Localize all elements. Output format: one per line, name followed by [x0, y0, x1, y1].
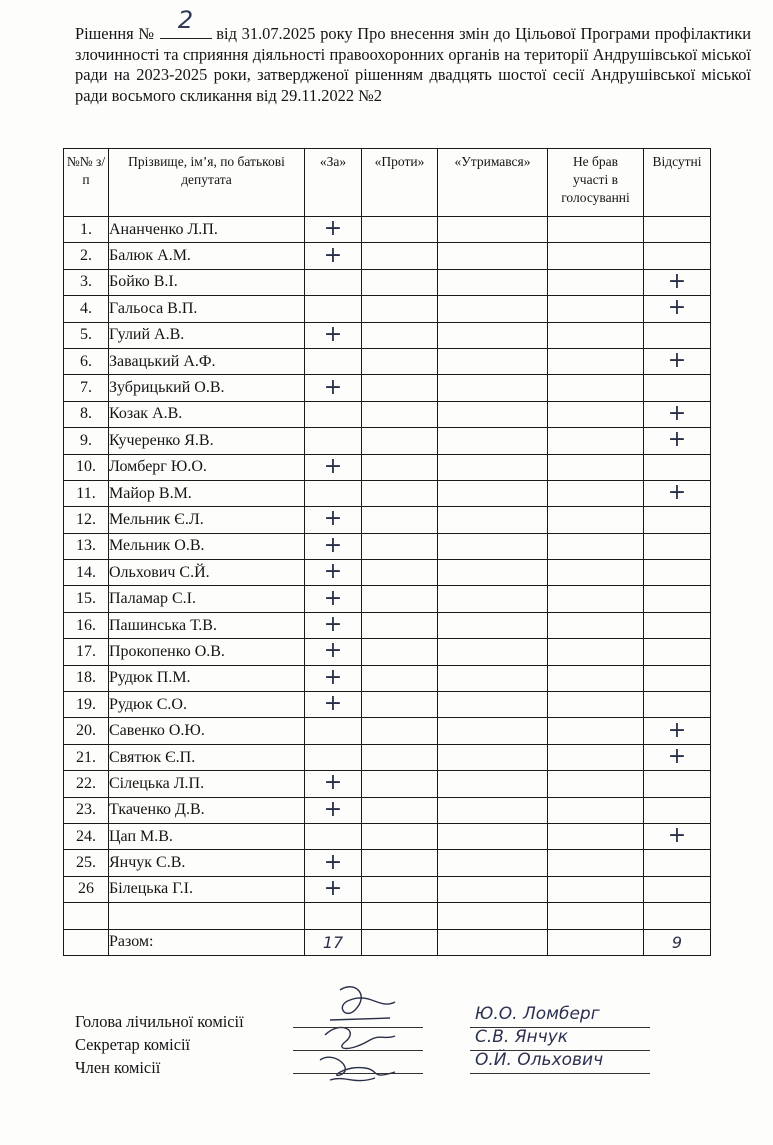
vote-for-mark — [305, 243, 362, 269]
table-row — [64, 771, 711, 797]
deputy-name: Рудюк П.М. — [109, 665, 305, 691]
vote-for-mark — [305, 375, 362, 401]
vote-against-mark — [362, 665, 438, 691]
row-number: 14. — [64, 560, 109, 586]
vote-for-mark — [305, 454, 362, 480]
header-against: «Проти» — [362, 149, 438, 217]
vote-not-voted-mark — [548, 454, 644, 480]
table-row — [64, 428, 711, 454]
table-row — [64, 586, 711, 612]
vote-not-voted-mark — [548, 586, 644, 612]
deputy-name: Прокопенко О.В. — [109, 639, 305, 665]
vote-for-mark — [305, 639, 362, 665]
vote-not-voted-mark — [548, 428, 644, 454]
vote-for-mark — [305, 322, 362, 348]
vote-for-mark — [305, 744, 362, 770]
plus-mark: + — [323, 875, 343, 901]
vote-not-voted-mark — [548, 612, 644, 638]
deputy-name: Савенко О.Ю. — [109, 718, 305, 744]
plus-mark: + — [323, 506, 343, 532]
plus-mark: + — [323, 532, 343, 558]
vote-for-mark — [305, 876, 362, 902]
vote-abstain-mark — [438, 771, 548, 797]
deputy-name: Балюк А.М. — [109, 243, 305, 269]
vote-for-mark — [305, 612, 362, 638]
vote-for-mark — [305, 692, 362, 718]
plus-mark: + — [323, 242, 343, 268]
row-number: 12. — [64, 507, 109, 533]
deputy-name: Сілецька Л.П. — [109, 771, 305, 797]
absent-mark — [644, 533, 711, 559]
vote-against-mark — [362, 217, 438, 243]
deputy-name: Пашинська Т.В. — [109, 612, 305, 638]
deputy-name: Ломберг Ю.О. — [109, 454, 305, 480]
plus-mark: + — [667, 823, 687, 849]
table-row — [64, 454, 711, 480]
deputy-name: Янчук С.В. — [109, 850, 305, 876]
row-number: 13. — [64, 533, 109, 559]
vote-for-mark — [305, 480, 362, 506]
total-label: Разом: — [109, 929, 305, 955]
plus-mark: + — [323, 849, 343, 875]
vote-not-voted-mark — [548, 797, 644, 823]
decision-number: 2 — [160, 22, 212, 39]
absent-mark — [644, 797, 711, 823]
absent-mark — [644, 823, 711, 849]
absent-mark — [644, 375, 711, 401]
absent-mark — [644, 243, 711, 269]
row-number: 20. — [64, 718, 109, 744]
plus-mark: + — [667, 268, 687, 294]
absent-mark — [644, 639, 711, 665]
vote-for-mark — [305, 533, 362, 559]
vote-abstain-mark — [438, 348, 548, 374]
row-number: 10. — [64, 454, 109, 480]
table-row — [64, 639, 711, 665]
vote-against-mark — [362, 507, 438, 533]
vote-abstain-mark — [438, 296, 548, 322]
row-number: 2. — [64, 243, 109, 269]
absent-mark — [644, 744, 711, 770]
chair-label: Голова лічильної комісії — [75, 1012, 244, 1031]
handwritten-signatures — [300, 980, 420, 1100]
vote-for-mark — [305, 507, 362, 533]
vote-not-voted-mark — [548, 507, 644, 533]
vote-for-mark — [305, 718, 362, 744]
total-for: 17 — [305, 929, 362, 955]
deputy-name: Кучеренко Я.В. — [109, 428, 305, 454]
row-number: 22. — [64, 771, 109, 797]
plus-mark: + — [323, 321, 343, 347]
vote-for-mark — [305, 401, 362, 427]
vote-against-mark — [362, 322, 438, 348]
row-number: 3. — [64, 269, 109, 295]
header-abstain: «Утримався» — [438, 149, 548, 217]
total-absent: 9 — [644, 929, 711, 955]
vote-not-voted-mark — [548, 771, 644, 797]
header-not-voted: Не брав участі в голосуванні — [548, 149, 644, 217]
absent-mark — [644, 428, 711, 454]
vote-abstain-mark — [438, 560, 548, 586]
vote-against-mark — [362, 850, 438, 876]
blank-row — [64, 903, 711, 929]
vote-for-mark — [305, 560, 362, 586]
vote-not-voted-mark — [548, 322, 644, 348]
vote-abstain-mark — [438, 507, 548, 533]
row-number: 6. — [64, 348, 109, 374]
table-row — [64, 507, 711, 533]
heading-text: від 31.07.2025 року Про внесення змін до Цільової Програми профілактики злочинності та сприяння діяльності правоохоронних органів на території Андрушівської міської ради на 2023-2025 роки, затвердженої рішенням двадцять шостої сесії Андрушівської міської ради восьмого скликання від 29.11.2022 №2 — [75, 24, 751, 105]
vote-abstain-mark — [438, 876, 548, 902]
vote-not-voted-mark — [548, 269, 644, 295]
vote-abstain-mark — [438, 797, 548, 823]
vote-abstain-mark — [438, 401, 548, 427]
plus-mark: + — [323, 559, 343, 585]
vote-abstain-mark — [438, 322, 548, 348]
plus-mark: + — [323, 664, 343, 690]
absent-mark — [644, 665, 711, 691]
vote-for-mark — [305, 217, 362, 243]
deputy-name: Паламар С.І. — [109, 586, 305, 612]
vote-abstain-mark — [438, 665, 548, 691]
row-number: 8. — [64, 401, 109, 427]
vote-abstain-mark — [438, 533, 548, 559]
vote-for-mark — [305, 771, 362, 797]
vote-against-mark — [362, 454, 438, 480]
plus-mark: + — [667, 348, 687, 374]
vote-not-voted-mark — [548, 718, 644, 744]
row-number: 16. — [64, 612, 109, 638]
vote-not-voted-mark — [548, 375, 644, 401]
vote-against-mark — [362, 744, 438, 770]
vote-against-mark — [362, 718, 438, 744]
plus-mark: + — [667, 744, 687, 769]
row-number: 15. — [64, 586, 109, 612]
secretary-label: Секретар комісії — [75, 1035, 191, 1054]
absent-mark — [644, 850, 711, 876]
table-row — [64, 243, 711, 269]
vote-abstain-mark — [438, 586, 548, 612]
absent-mark — [644, 507, 711, 533]
deputy-name: Бойко В.І. — [109, 269, 305, 295]
vote-against-mark — [362, 243, 438, 269]
vote-against-mark — [362, 348, 438, 374]
vote-against-mark — [362, 823, 438, 849]
row-number: 18. — [64, 665, 109, 691]
vote-against-mark — [362, 612, 438, 638]
header-for: «За» — [305, 149, 362, 217]
absent-mark — [644, 718, 711, 744]
absent-mark — [644, 322, 711, 348]
vote-against-mark — [362, 375, 438, 401]
absent-mark — [644, 296, 711, 322]
vote-for-mark — [305, 823, 362, 849]
deputy-name: Білецька Г.І. — [109, 876, 305, 902]
table-row — [64, 480, 711, 506]
deputy-name: Ананченко Л.П. — [109, 217, 305, 243]
deputy-name: Мельник О.В. — [109, 533, 305, 559]
vote-for-mark — [305, 428, 362, 454]
deputy-name: Козак А.В. — [109, 401, 305, 427]
vote-abstain-mark — [438, 823, 548, 849]
plus-mark: + — [323, 216, 343, 242]
absent-mark — [644, 876, 711, 902]
row-number: 4. — [64, 296, 109, 322]
vote-abstain-mark — [438, 480, 548, 506]
table-row — [64, 744, 711, 770]
table-row — [64, 612, 711, 638]
table-row — [64, 217, 711, 243]
row-number: 9. — [64, 428, 109, 454]
absent-mark — [644, 454, 711, 480]
row-number: 17. — [64, 639, 109, 665]
row-number: 19. — [64, 692, 109, 718]
deputy-name: Ольхович С.Й. — [109, 560, 305, 586]
deputy-name: Майор В.М. — [109, 480, 305, 506]
absent-mark — [644, 586, 711, 612]
vote-abstain-mark — [438, 850, 548, 876]
row-number: 26 — [64, 876, 109, 902]
vote-against-mark — [362, 876, 438, 902]
plus-mark: + — [667, 480, 687, 506]
decision-heading — [75, 6, 751, 106]
total-row — [64, 929, 711, 955]
vote-abstain-mark — [438, 612, 548, 638]
member-handwritten-name: О.Й. Ольхович — [475, 1050, 604, 1070]
deputy-name: Гулий А.В. — [109, 322, 305, 348]
deputy-name: Гальоса В.П. — [109, 296, 305, 322]
vote-against-mark — [362, 296, 438, 322]
table-row — [64, 797, 711, 823]
vote-not-voted-mark — [548, 823, 644, 849]
vote-not-voted-mark — [548, 876, 644, 902]
vote-against-mark — [362, 480, 438, 506]
vote-not-voted-mark — [548, 692, 644, 718]
absent-mark — [644, 480, 711, 506]
absent-mark — [644, 269, 711, 295]
absent-mark — [644, 692, 711, 718]
vote-not-voted-mark — [548, 296, 644, 322]
vote-not-voted-mark — [548, 850, 644, 876]
vote-abstain-mark — [438, 692, 548, 718]
vote-against-mark — [362, 560, 438, 586]
vote-against-mark — [362, 692, 438, 718]
row-number: 24. — [64, 823, 109, 849]
table-row — [64, 718, 711, 744]
header-name: Прізвище, ім’я, по батькові депутата — [109, 149, 305, 217]
vote-not-voted-mark — [548, 401, 644, 427]
table-row — [64, 269, 711, 295]
vote-against-mark — [362, 586, 438, 612]
row-number: 5. — [64, 322, 109, 348]
table-row — [64, 876, 711, 902]
vote-abstain-mark — [438, 639, 548, 665]
absent-mark — [644, 217, 711, 243]
plus-mark: + — [667, 295, 687, 321]
absent-mark — [644, 612, 711, 638]
vote-for-mark — [305, 296, 362, 322]
table-row — [64, 850, 711, 876]
vote-against-mark — [362, 771, 438, 797]
vote-not-voted-mark — [548, 744, 644, 770]
vote-for-mark — [305, 850, 362, 876]
row-number: 7. — [64, 375, 109, 401]
vote-against-mark — [362, 401, 438, 427]
chair-handwritten-name: Ю.О. Ломберг — [475, 1004, 600, 1024]
vote-abstain-mark — [438, 217, 548, 243]
absent-mark — [644, 401, 711, 427]
header-absent: Відсутні — [644, 149, 711, 217]
row-number: 11. — [64, 480, 109, 506]
vote-not-voted-mark — [548, 480, 644, 506]
deputy-name: Святюк Є.П. — [109, 744, 305, 770]
vote-against-mark — [362, 428, 438, 454]
deputy-name: Ткаченко Д.В. — [109, 797, 305, 823]
deputy-name: Рудюк С.О. — [109, 692, 305, 718]
absent-mark — [644, 560, 711, 586]
vote-for-mark — [305, 586, 362, 612]
absent-mark — [644, 348, 711, 374]
signature-block — [75, 1010, 244, 1079]
vote-for-mark — [305, 665, 362, 691]
vote-not-voted-mark — [548, 560, 644, 586]
vote-not-voted-mark — [548, 639, 644, 665]
table-row — [64, 533, 711, 559]
table-row — [64, 665, 711, 691]
plus-mark: + — [323, 612, 343, 638]
vote-abstain-mark — [438, 718, 548, 744]
vote-against-mark — [362, 533, 438, 559]
vote-for-mark — [305, 269, 362, 295]
deputy-name: Цап М.В. — [109, 823, 305, 849]
plus-mark: + — [667, 427, 687, 453]
table-row — [64, 560, 711, 586]
plus-mark: + — [323, 453, 343, 479]
row-number: 25. — [64, 850, 109, 876]
deputy-name: Зубрицький О.В. — [109, 375, 305, 401]
vote-abstain-mark — [438, 243, 548, 269]
vote-abstain-mark — [438, 454, 548, 480]
heading-prefix: Рішення № — [75, 24, 155, 43]
vote-against-mark — [362, 639, 438, 665]
vote-abstain-mark — [438, 428, 548, 454]
plus-mark: + — [323, 691, 343, 717]
vote-abstain-mark — [438, 269, 548, 295]
deputy-name: Мельник Є.Л. — [109, 507, 305, 533]
vote-not-voted-mark — [548, 348, 644, 374]
vote-against-mark — [362, 269, 438, 295]
vote-not-voted-mark — [548, 217, 644, 243]
plus-mark: + — [323, 638, 343, 664]
vote-not-voted-mark — [548, 533, 644, 559]
header-num: №№ з/п — [64, 149, 109, 217]
vote-for-mark — [305, 797, 362, 823]
table-row — [64, 823, 711, 849]
plus-mark: + — [667, 717, 687, 743]
member-label: Член комісії — [75, 1058, 161, 1077]
vote-abstain-mark — [438, 744, 548, 770]
plus-mark: + — [323, 770, 343, 796]
vote-not-voted-mark — [548, 243, 644, 269]
vote-abstain-mark — [438, 375, 548, 401]
row-number: 21. — [64, 744, 109, 770]
deputy-name: Завацький А.Ф. — [109, 348, 305, 374]
row-number: 1. — [64, 217, 109, 243]
table-row — [64, 348, 711, 374]
plus-mark: + — [323, 585, 343, 611]
table-row — [64, 322, 711, 348]
table-row — [64, 296, 711, 322]
vote-for-mark — [305, 348, 362, 374]
vote-not-voted-mark — [548, 665, 644, 691]
table-row — [64, 401, 711, 427]
plus-mark: + — [323, 796, 343, 822]
row-number: 23. — [64, 797, 109, 823]
plus-mark: + — [323, 374, 343, 400]
table-row — [64, 375, 711, 401]
table-row — [64, 692, 711, 718]
plus-mark: + — [667, 400, 687, 426]
secretary-handwritten-name: С.В. Янчук — [475, 1027, 569, 1047]
vote-against-mark — [362, 797, 438, 823]
absent-mark — [644, 771, 711, 797]
voting-table — [63, 148, 711, 956]
